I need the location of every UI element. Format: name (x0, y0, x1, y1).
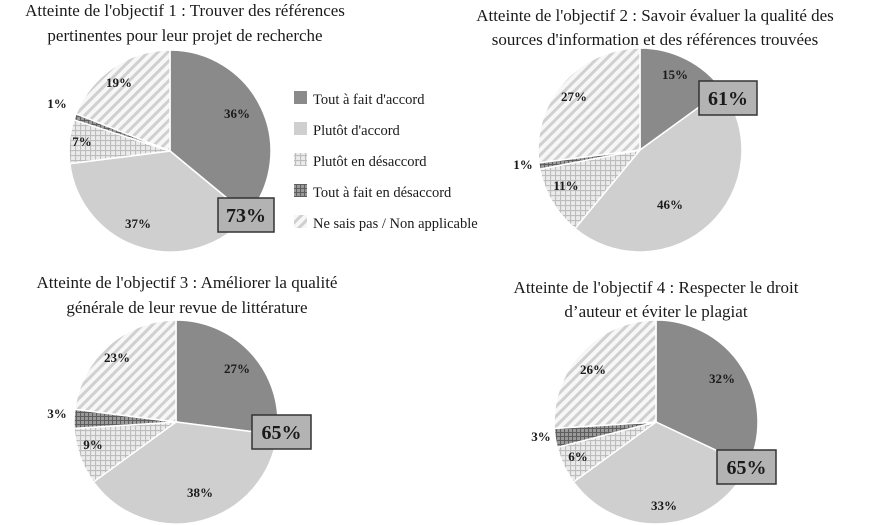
slice-label: 33% (651, 498, 677, 513)
legend-label: Plutôt en désaccord (313, 154, 427, 170)
pie-chart-3 (37, 273, 338, 524)
slice-label: 37% (125, 216, 151, 231)
legend-label: Ne sais pas / Non applicable (313, 216, 478, 232)
chart-title-line: sources d'information et des références trouvées (491, 30, 819, 49)
pie-chart-4 (514, 278, 799, 524)
chart-title-line: d’auteur et éviter le plagiat (564, 302, 748, 321)
chart-title-line: pertinentes pour leur projet de recherche (47, 26, 323, 45)
pie-chart-2 (476, 6, 834, 252)
legend-label: Tout à fait d'accord (313, 92, 425, 108)
legend-swatch-tout-a-fait-daccord (294, 91, 307, 104)
legend-swatch-plutot-en-desaccord (294, 153, 307, 166)
summary-percentage: 73% (226, 205, 266, 227)
chart-legend (294, 91, 478, 232)
slice-label: 3% (47, 406, 67, 421)
slice-label: 7% (72, 134, 92, 149)
slice-label: 6% (568, 449, 588, 464)
slice-label: 9% (83, 437, 103, 452)
slice-label: 26% (580, 362, 606, 377)
slice-label: 46% (657, 197, 683, 212)
legend-label: Tout à fait en désaccord (313, 185, 452, 201)
slice-label: 27% (224, 361, 250, 376)
legend-item-tout-a-fait-daccord (294, 91, 425, 108)
chart-title-line: générale de leur revue de littérature (66, 298, 308, 317)
legend-swatch-tout-a-fait-en-desaccord (294, 184, 307, 197)
chart-title-line: Atteinte de l'objectif 1 : Trouver des références (25, 1, 345, 20)
legend-item-ne-sais-pas (294, 215, 478, 232)
legend-item-plutot-daccord (294, 122, 401, 139)
chart-title-line: Atteinte de l'objectif 2 : Savoir évaluer la qualité des (476, 6, 834, 25)
slice-label: 11% (553, 178, 579, 193)
legend-label: Plutôt d'accord (313, 123, 400, 139)
slice-label: 15% (662, 67, 688, 82)
chart-title-line: Atteinte de l'objectif 4 : Respecter le droit (513, 278, 799, 297)
summary-percentage: 65% (726, 457, 767, 479)
legend-item-tout-a-fait-en-desaccord (294, 184, 452, 201)
slice-label: 3% (531, 429, 551, 444)
slice-ne-sais-pas (75, 320, 176, 422)
chart-title-line: Atteinte de l'objectif 3 : Améliorer la qualité (36, 273, 338, 292)
slice-label: 36% (224, 106, 250, 121)
slice-label: 38% (187, 485, 213, 500)
slice-label: 32% (709, 371, 735, 386)
legend-swatch-plutot-daccord (294, 122, 307, 135)
summary-percentage: 61% (708, 88, 748, 110)
slice-label: 27% (561, 89, 587, 104)
legend-swatch-ne-sais-pas (294, 215, 307, 228)
legend-item-plutot-en-desaccord (294, 153, 427, 170)
summary-percentage: 65% (261, 422, 302, 444)
slice-label: 1% (513, 157, 533, 172)
slice-label: 23% (104, 350, 130, 365)
slice-label: 1% (47, 96, 67, 111)
slice-ne-sais-pas (538, 48, 640, 163)
slice-label: 19% (106, 75, 132, 90)
